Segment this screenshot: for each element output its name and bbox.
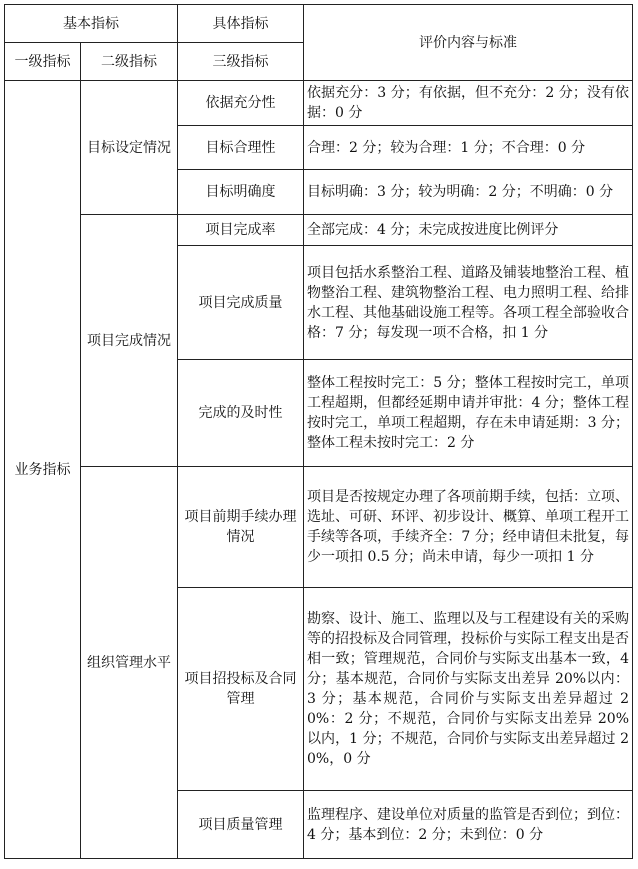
content-cell: 项目是否按规定办理了各项前期手续，包括：立项、选址、可研、环评、初步设计、概算、单项工程开工手续等各项，手续齐全：7 分；经申请但未批复，每少一项扣 0.5 分；尚未申请，每少一项扣 1 分 (304, 467, 633, 588)
level2-header: 二级指标 (81, 43, 178, 81)
content-cell: 依据充分：3 分；有依据，但不充分：2 分；没有依据：0 分 (304, 81, 633, 126)
table-row (5, 81, 633, 126)
table-row (5, 467, 633, 588)
content-cell: 目标明确：3 分；较为明确：2 分；不明确：0 分 (304, 170, 633, 215)
level1-header: 一级指标 (5, 43, 81, 81)
level3-cell: 目标明确度 (178, 170, 304, 215)
content-cell: 监理程序、建设单位对质量的监管是否到位；到位：4 分；基本到位：2 分；未到位：0 分 (304, 791, 633, 859)
level2-cell: 项目完成情况 (81, 215, 178, 467)
content-cell: 项目包括水系整治工程、道路及铺装地整治工程、植物整治工程、建筑物整治工程、电力照明工程、给排水工程、其他基础设施工程等。各项工程全部验收合格：7 分；每发现一项不合格，扣 1 分 (304, 246, 633, 360)
level3-cell: 依据充分性 (178, 81, 304, 126)
content-cell: 全部完成：4 分；未完成按进度比例评分 (304, 215, 633, 246)
content-cell: 勘察、设计、施工、监理以及与工程建设有关的采购等的招投标及合同管理，投标价与实际工程支出是否相一致；管理规范，合同价与实际支出基本一致，4 分；基本规范，合同价与实际支出差异 20%以内：3 分；基本规范，合同价与实际支出差异超过 20%：2 分；不规范，合同价与实际支出差异 20%以内，1 分；不规范，合同价与实际支出差异超过 20%，0 分 (304, 588, 633, 791)
level3-cell: 项目完成质量 (178, 246, 304, 360)
level3-cell: 项目前期手续办理情况 (178, 467, 304, 588)
header-row-1 (5, 5, 633, 43)
evaluation-table (4, 4, 633, 859)
level1-cell: 业务指标 (5, 81, 81, 859)
basic-indicator-header: 基本指标 (5, 5, 178, 43)
level3-header: 三级指标 (178, 43, 304, 81)
level3-cell: 项目招投标及合同管理 (178, 588, 304, 791)
content-cell: 整体工程按时完工：5 分；整体工程按时完工，单项工程超期，但都经延期申请并审批：4 分；整体工程按时完工，单项工程超期，存在未申请延期：3 分；整体工程未按时完工：2 分 (304, 360, 633, 467)
level3-cell: 项目完成率 (178, 215, 304, 246)
specific-indicator-header: 具体指标 (178, 5, 304, 43)
content-cell: 合理：2 分；较为合理：1 分；不合理：0 分 (304, 126, 633, 170)
level3-cell: 完成的及时性 (178, 360, 304, 467)
level2-cell: 组织管理水平 (81, 467, 178, 859)
content-standard-header: 评价内容与标准 (304, 5, 633, 81)
level2-cell: 目标设定情况 (81, 81, 178, 215)
level3-cell: 目标合理性 (178, 126, 304, 170)
table-row (5, 215, 633, 246)
level3-cell: 项目质量管理 (178, 791, 304, 859)
